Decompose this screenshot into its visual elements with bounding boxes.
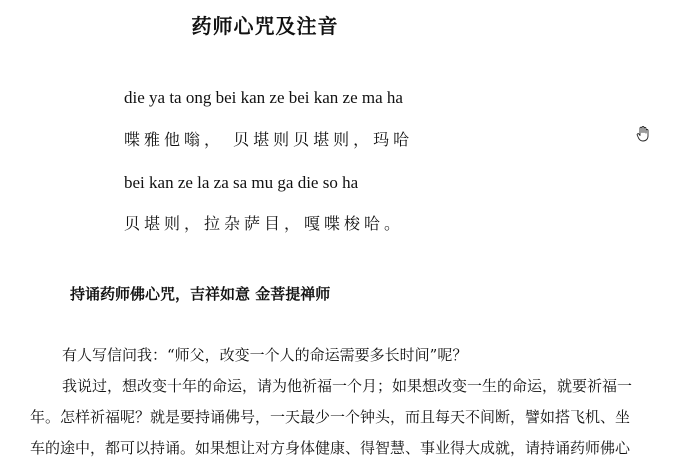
- mantra-hanzi-line-2: 贝堪则，拉杂萨目，嘎喋梭哈。: [124, 214, 405, 233]
- body-paragraph-line-1: 有人写信问我：“师父，改变一个人的命运需要多长时间”呢？: [62, 346, 468, 364]
- body-paragraph-line-3: 年。怎样祈福呢？就是要持诵佛号，一天最少一个钟头，而且每天不间断，譬如搭飞机、坐: [30, 408, 631, 426]
- mantra-hanzi-line-1: 喋雅他嗡， 贝堪则贝堪则，玛哈: [124, 130, 414, 149]
- mantra-pinyin-line-2: bei kan ze la za sa mu ga die so ha: [124, 173, 359, 192]
- section-subtitle: 持诵药师佛心咒，吉祥如意 金菩提禅师: [70, 285, 331, 303]
- mantra-pinyin-line-1: die ya ta ong bei kan ze bei kan ze ma ha: [124, 88, 403, 107]
- page-title: 药师心咒及注音: [191, 14, 339, 38]
- body-paragraph-line-2: 我说过，想改变十年的命运，请为他祈福一个月；如果想改变一生的命运，就要祈福一: [62, 377, 633, 395]
- hand-cursor-icon: [636, 126, 650, 142]
- body-paragraph-line-4: 车的途中，都可以持诵。如果想让对方身体健康、得智慧、事业得大成就，请持诵药师佛心: [30, 439, 631, 457]
